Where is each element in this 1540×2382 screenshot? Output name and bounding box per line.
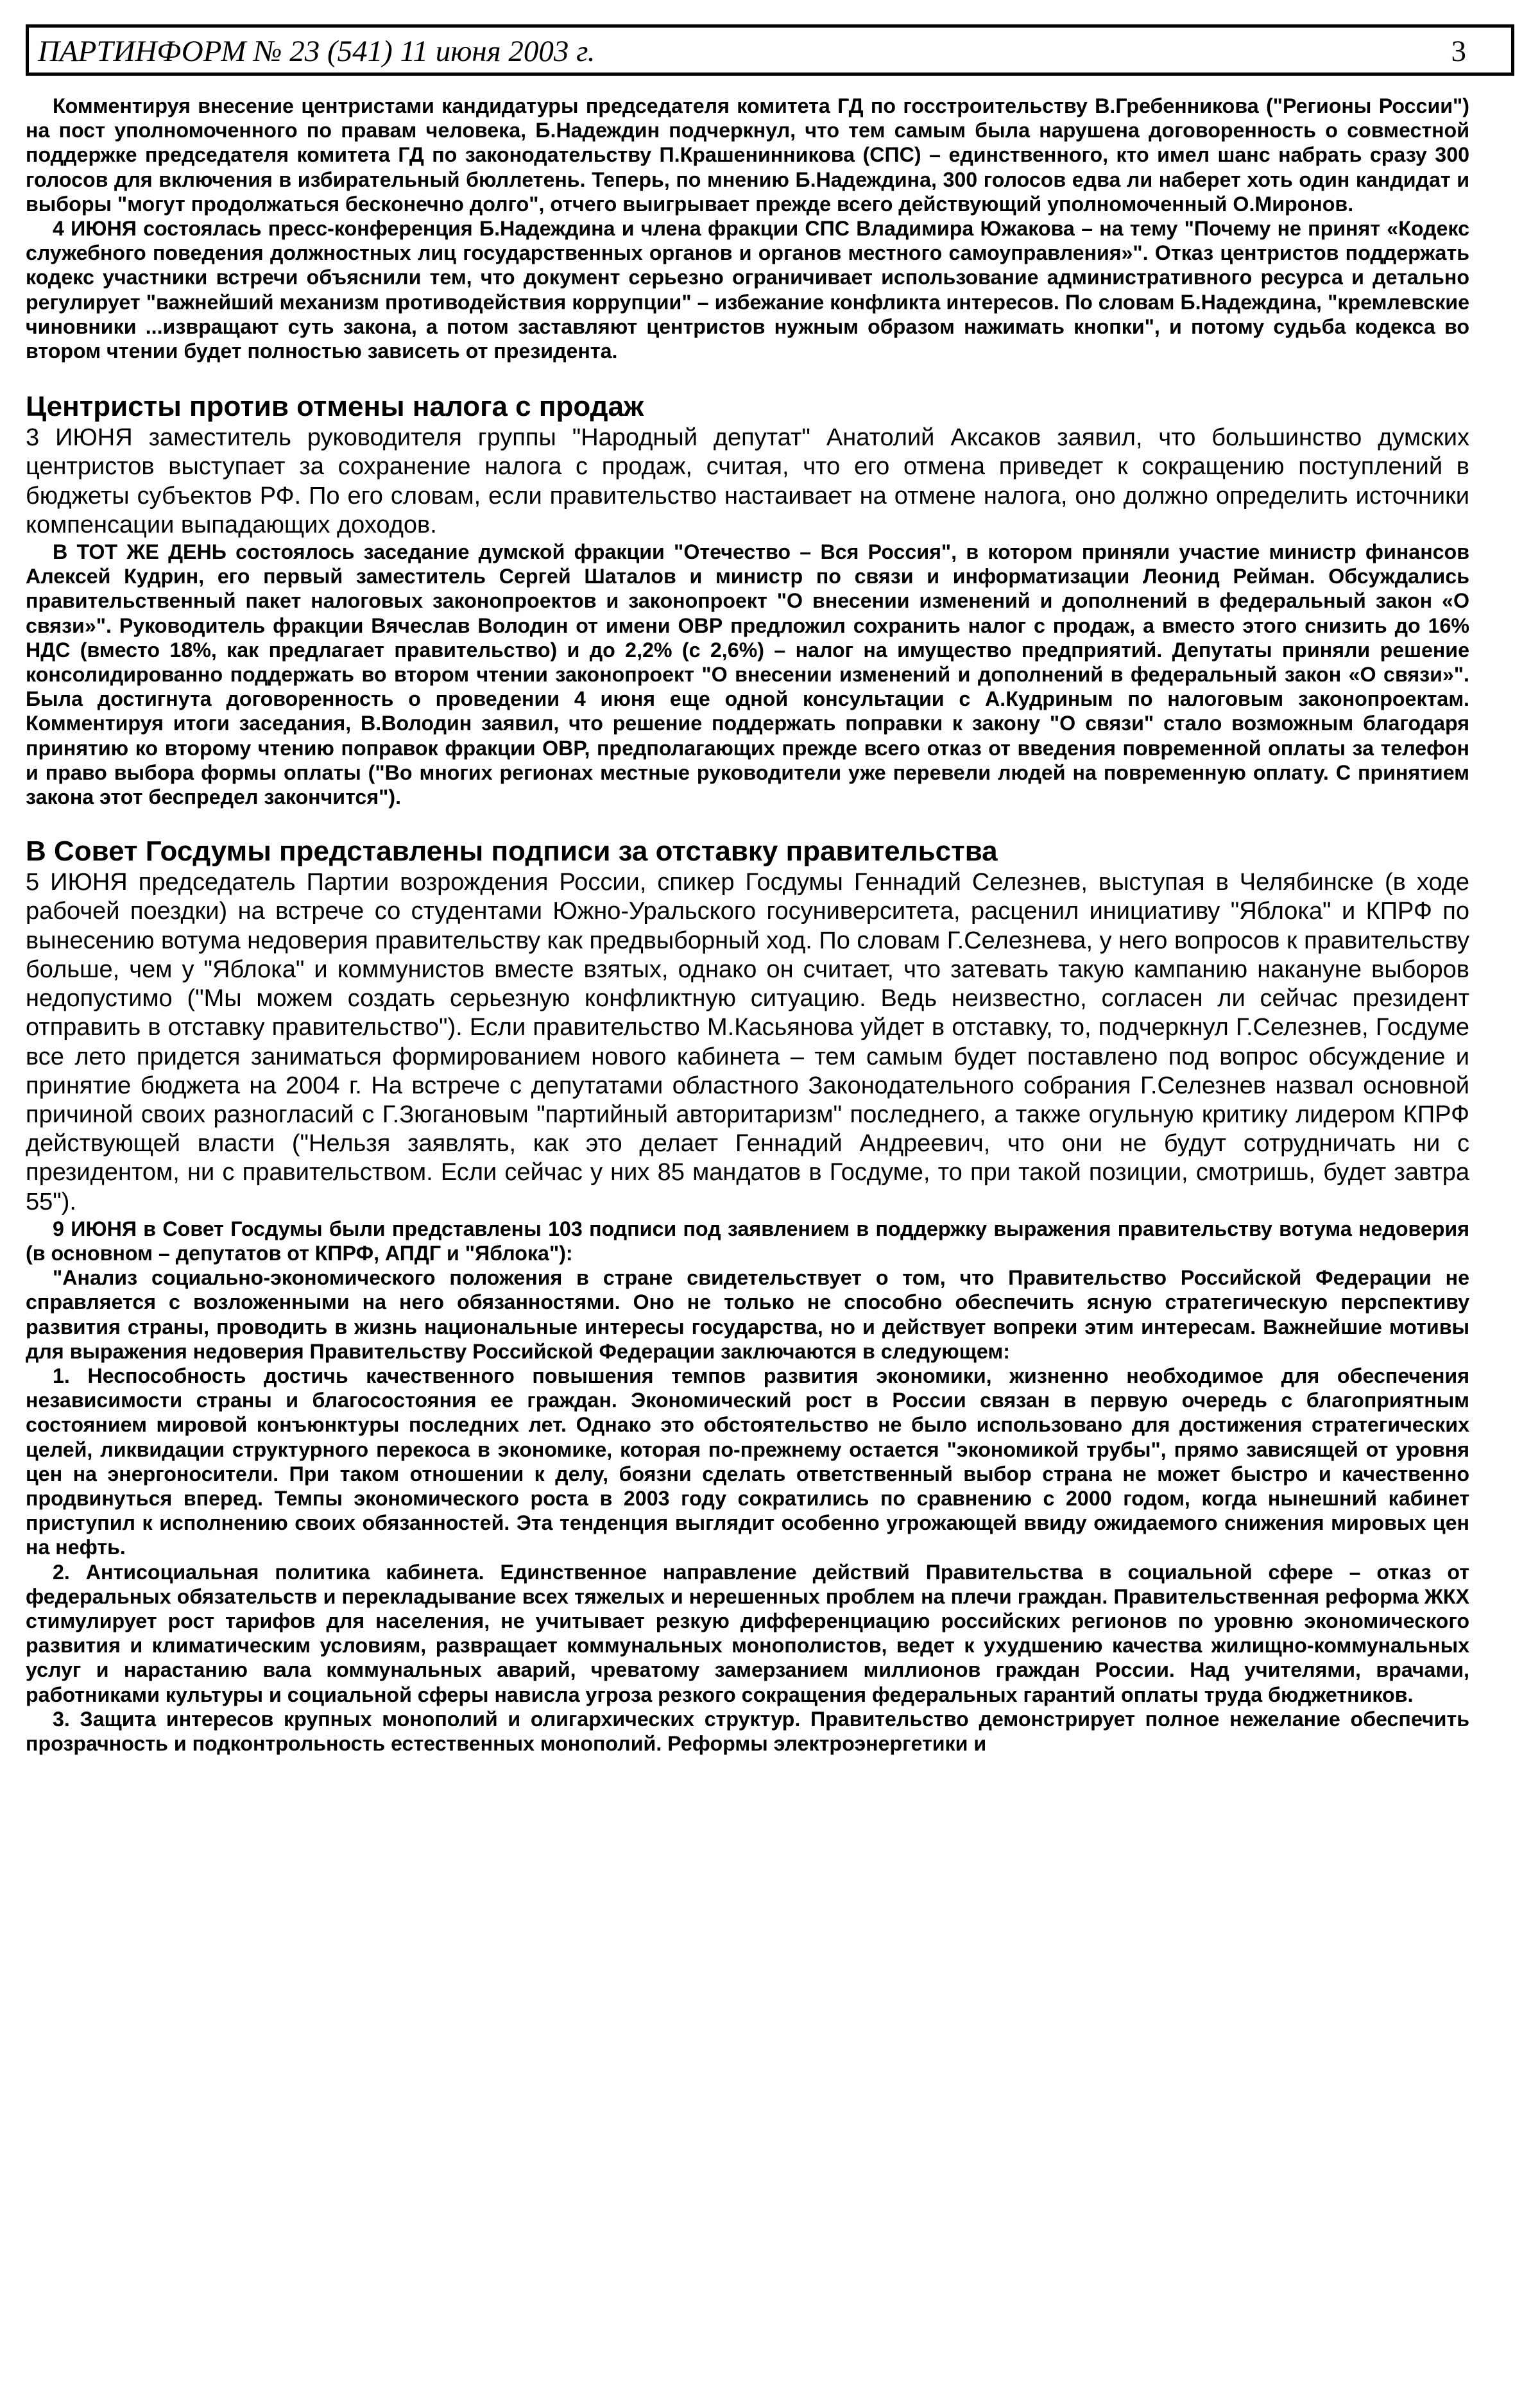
- section-heading-sales-tax: Центристы против отмены налога с продаж: [26, 391, 644, 423]
- article-content: [26, 94, 1469, 1756]
- page-header: [26, 24, 1514, 76]
- statement-item-2: 2. Антисоциальная политика кабинета. Единственное направление действий Правительства в социальной сфере – отказ от федеральных обязательств и перекладывание всех тяжелых и нерешенных проблем на плечи граждан. Правительственная реформа ЖКХ стимулирует рост тарифов для населения, не учитывает резкую дифференциацию российских регионов по уровню экономического развития и климатическим условиям, развращает коммунальных монополистов, ведет к ухудшению качества жилищно-коммунальных услуг и нарастанию вала коммунальных аварий, чреватому замерзанием миллионов граждан России. Над учителями, врачами, работниками культуры и социальной сферы нависла угроза резкого сокращения федеральных гарантий оплаты труда бюджетников.: [26, 1560, 1469, 1706]
- section-heading-no-confidence: В Совет Госдумы представлены подписи за отставку правительства: [26, 835, 998, 868]
- no-confidence-statement: "Анализ социально-экономического положения в стране свидетельствует о том, что Правительство Российской Федерации не справляется с возложенными на него обязанностями. Оно не только не способно обеспечить ясную стратегическую перспективу развития страны, проводить в жизнь национальные интересы государства, но и действует вопреки этим интересам. Важнейшие мотивы для выражения недоверия Правительству Российской Федерации заключаются в следующем:: [26, 1266, 1469, 1363]
- intro-paragraph-1: Комментируя внесение центристами кандидатуры председателя комитета ГД по госстроительству В.Гребенникова ("Регионы России") на пост уполномоченного по правам человека, Б.Надеждин подчеркнул, что тем самым была нарушена договоренность о совместной поддержке председателя комитета ГД по законодательству П.Крашенинникова (СПС) – единственного, кто имел шанс набрать сразу 300 голосов для включения в избирательный бюллетень. Теперь, по мнению Б.Надеждина, 300 голосов едва ли наберет хоть один кандидат и выборы "могут продолжаться бесконечно долго", отчего выигрывает прежде всего действующий уполномоченный О.Миронов.: [26, 94, 1469, 216]
- statement-item-3: 3. Защита интересов крупных монополий и олигархических структур. Правительство демонстрирует полное нежелание обеспечить прозрачность и подконтрольность естественных монополий. Реформы электроэнергетики и: [26, 1707, 1469, 1755]
- sales-tax-paragraph-1: 3 ИЮНЯ заместитель руководителя группы "Народный депутат" Анатолий Аксаков заявил, что большинство думских центристов выступает за сохранение налога с продаж, считая, что его отмена приведет к сокращению поступлений в бюджеты субъектов РФ. По его словам, если правительство настаивает на отмене налога, оно должно определить источники компенсации выпадающих доходов.: [26, 424, 1469, 538]
- publication-title: ПАРТИНФОРМ № 23 (541) 11 июня 2003 г.: [38, 35, 595, 68]
- no-confidence-paragraph-1: 5 ИЮНЯ председатель Партии возрождения России, спикер Госдумы Геннадий Селезнев, выступая в Челябинске (в ходе рабочей поездки) на встрече со студентами Южно-Уральского госуниверситета, расценил инициативу "Яблока" и КПРФ по вынесению вотума недоверия правительству как предвыборный ход. По словам Г.Селезнева, у него вопросов к правительству больше, чем у "Яблока" и коммунистов вместе взятых, однако он считает, что затевать такую кампанию накануне выборов недопустимо ("Мы можем создать серьезную конфликтную ситуацию. Ведь неизвестно, согласен ли сейчас президент отправить в отставку правительство"). Если правительство М.Касьянова уйдет в отставку, то, подчеркнул Г.Селезнев, Госдуме все лето придется заниматься формированием нового кабинета – тем самым будет поставлено под вопрос обсуждение и принятие бюджета на 2004 г. На встрече с депутатами областного Законодательного собрания Г.Селезнев назвал основной причиной своих разногласий с Г.Зюгановым "партийный авторитаризм" последнего, а также огульную критику лидером КПРФ действующей власти ("Нельзя заявлять, как это делает Геннадий Андреевич, что они не будут сотрудничать ни с президентом, ни с правительством. Если сейчас у них 85 мандатов в Госдуме, то при такой позиции, смотришь, будет завтра 55").: [26, 869, 1470, 1215]
- intro-paragraph-2: 4 ИЮНЯ состоялась пресс-конференция Б.Надеждина и члена фракции СПС Владимира Южакова – на тему "Почему не принят «Кодекс служебного поведения должностных лиц государственных органов и органов местного самоуправления»". Отказ центристов поддержать кодекс участники встречи объяснили тем, что документ серьезно ограничивает использование административного ресурса и детально регулирует "важнейший механизм противодействия коррупции" – избежание конфликта интересов. По словам Б.Надеждина, "кремлевские чиновники ...извращают суть закона, а потом заставляют центристов нужным образом нажимать кнопки", и потому судьба кодекса во втором чтении будет полностью зависеть от президента.: [26, 217, 1469, 363]
- sales-tax-paragraph-2: В ТОТ ЖЕ ДЕНЬ состоялось заседание думской фракции "Отечество – Вся Россия", в котором приняли участие министр финансов Алексей Кудрин, его первый заместитель Сергей Шаталов и министр по связи и информатизации Леонид Рейман. Обсуждались правительственный пакет налоговых законопроектов и законопроект "О внесении изменений и дополнений в федеральный закон «О связи»". Руководитель фракции Вячеслав Володин от имени ОВР предложил сохранить налог с продаж, а вместо этого снизить до 16% НДС (вместо 18%, как предлагает правительство) и до 2,2% (с 2,6%) – налог на имущество предприятий. Депутаты приняли решение консолидированно поддержать во втором чтении законопроект "О внесении изменений и дополнений в федеральный закон «О связи»". Была достигнута договоренность о проведении 4 июня еще одной консультации с А.Кудриным по налоговым законопроектам. Комментируя итоги заседания, В.Володин заявил, что решение поддержать поправки к закону "О связи" стало возможным благодаря принятию ко второму чтению поправок фракции ОВР, предполагающих прежде всего отказ от введения повременной оплаты за телефон и право выбора формы оплаты ("Во многих регионах местные руководители уже перевели людей на повременную оплату. С принятием закона этот беспредел закончится").: [26, 540, 1469, 809]
- statement-item-1: 1. Неспособность достичь качественного повышения темпов развития экономики, жизненно необходимое для обеспечения независимости страны и благосостояния ее граждан. Экономический рост в России связан в первую очередь с благоприятным состоянием мировой конъюнктуры последних лет. Однако это обстоятельство не было использовано для достижения стратегических целей, ликвидации структурного перекоса в экономике, которая по-прежнему остается "экономикой трубы", прямо зависящей от уровня цен на энергоносители. При таком отношении к делу, боязни сделать ответственный выбор страна не может быстро и качественно продвинуться вперед. Темпы экономического роста в 2003 году сократились по сравнению с 2000 годом, когда нынешний кабинет приступил к исполнению своих обязанностей. Эта тенденция выглядит особенно угрожающей ввиду ожидаемого снижения мировых цен на нефть.: [26, 1364, 1469, 1559]
- page-number: 3: [1451, 35, 1466, 68]
- no-confidence-paragraph-2: 9 ИЮНЯ в Совет Госдумы были представлены 103 подписи под заявлением в поддержку выражения правительству вотума недоверия (в основном – депутатов от КПРФ, АПДГ и "Яблока"):: [26, 1217, 1469, 1265]
